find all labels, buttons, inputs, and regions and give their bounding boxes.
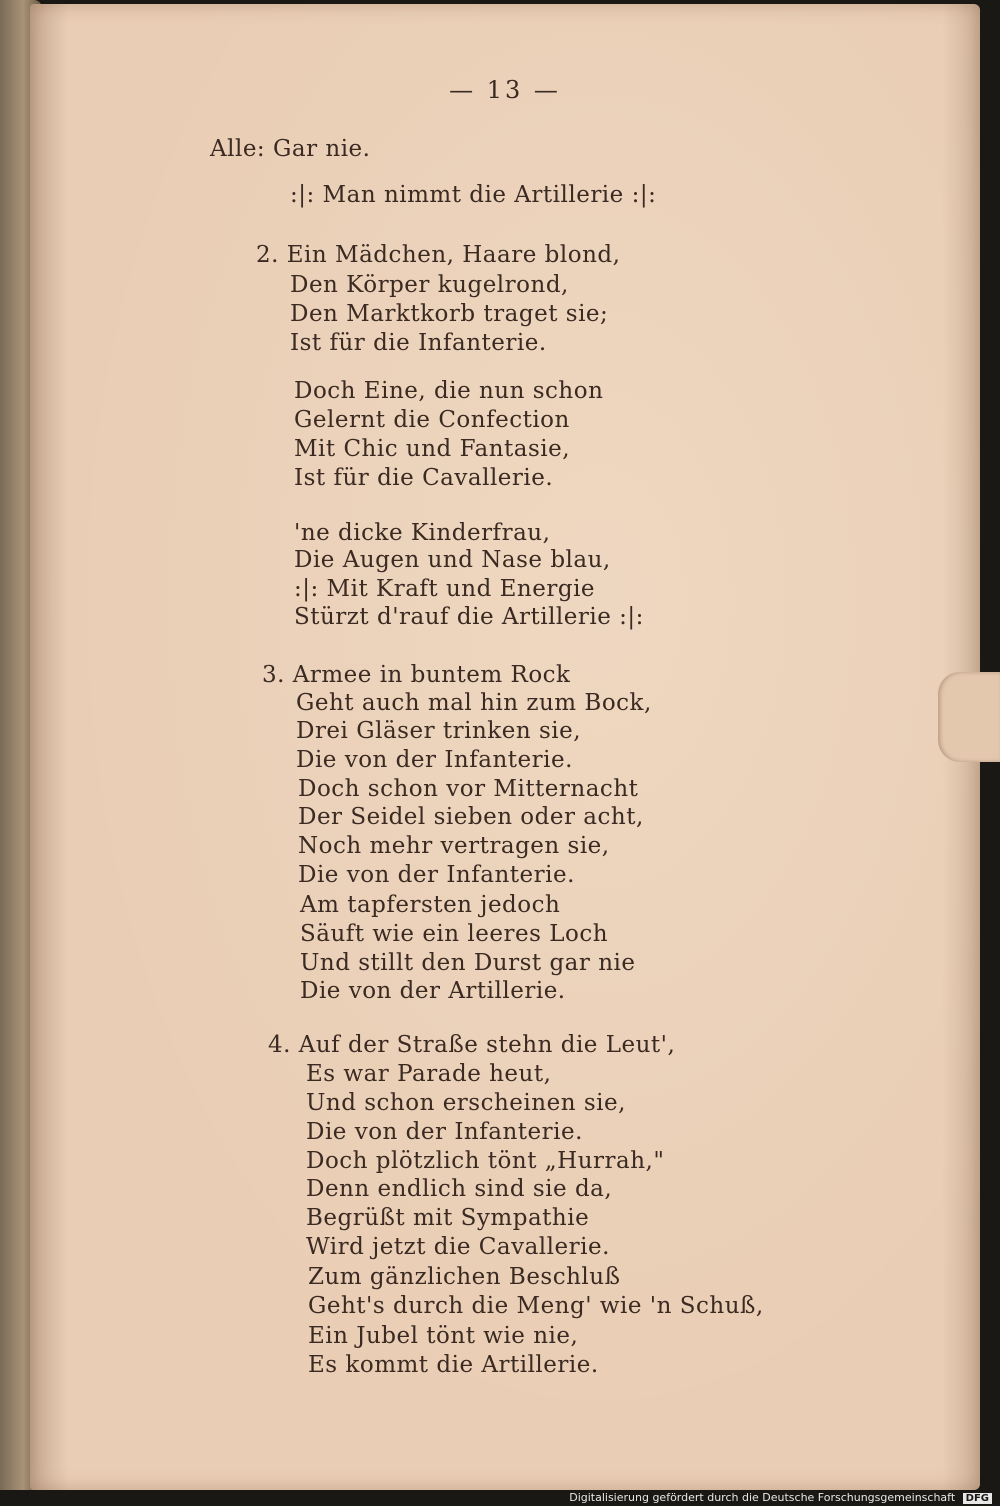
footer-credit-text: Digitalisierung gefördert durch die Deutsche Forschungsgemeinschaft [569,1491,956,1504]
poem-line: Den Körper kugelrond, [290,272,569,298]
poem-line: Ein Jubel tönt wie nie, [308,1323,579,1349]
poem-line: Es war Parade heut, [306,1061,552,1087]
poem-line: Doch plötzlich tönt „Hurrah," [306,1148,665,1174]
poem-line: Die von der Infanterie. [298,862,575,888]
dfg-logo: DFG [963,1493,992,1504]
poem-line: Es kommt die Artillerie. [308,1352,599,1378]
poem-line: :|: Mit Kraft und Energie [294,576,596,602]
poem-line: Doch schon vor Mitternacht [298,776,639,802]
poem-line: Die von der Infanterie. [296,747,573,773]
poem-line: Wird jetzt die Cavallerie. [306,1234,610,1260]
page-tab [938,672,1000,762]
footer-credit [569,1491,992,1504]
poem-line: Und schon erscheinen sie, [306,1090,626,1116]
poem-line: Säuft wie ein leeres Loch [300,921,609,947]
page-number: — 13 — [449,76,561,104]
poem-line: Ist für die Infanterie. [290,330,547,356]
book-page [30,4,980,1490]
poem-line: Den Marktkorb traget sie; [290,301,609,327]
poem-line: Am tapfersten jedoch [300,892,561,918]
poem-line: Zum gänzlichen Beschluß [308,1264,621,1290]
poem-line: 'ne dicke Kinderfrau, [294,520,551,546]
poem-line: Der Seidel sieben oder acht, [298,804,644,830]
poem-line: Die Augen und Nase blau, [294,547,611,573]
poem-line: Stürzt d'rauf die Artillerie :|: [294,604,644,630]
poem-line: Ist für die Cavallerie. [294,465,554,491]
poem-line: Die von der Infanterie. [306,1119,583,1145]
page-text [30,4,980,1490]
poem-line: Geht's durch die Meng' wie 'n Schuß, [308,1293,764,1319]
poem-line: Begrüßt mit Sympathie [306,1205,590,1231]
poem-line: Geht auch mal hin zum Bock, [296,690,652,716]
poem-line: 3. Armee in buntem Rock [262,662,571,688]
poem-line: Alle: Gar nie. [210,136,371,162]
poem-line: Gelernt die Confection [294,407,570,433]
poem-line: 4. Auf der Straße stehn die Leut', [268,1032,676,1058]
poem-line: Die von der Artillerie. [300,978,566,1004]
poem-line: Doch Eine, die nun schon [294,378,604,404]
poem-line: Denn endlich sind sie da, [306,1176,613,1202]
poem-line: :|: Man nimmt die Artillerie :|: [290,182,657,208]
poem-line: Und stillt den Durst gar nie [300,950,636,976]
poem-line: Mit Chic und Fantasie, [294,436,571,462]
poem-line: 2. Ein Mädchen, Haare blond, [256,242,621,268]
poem-line: Noch mehr vertragen sie, [298,833,610,859]
poem-line: Drei Gläser trinken sie, [296,718,582,744]
